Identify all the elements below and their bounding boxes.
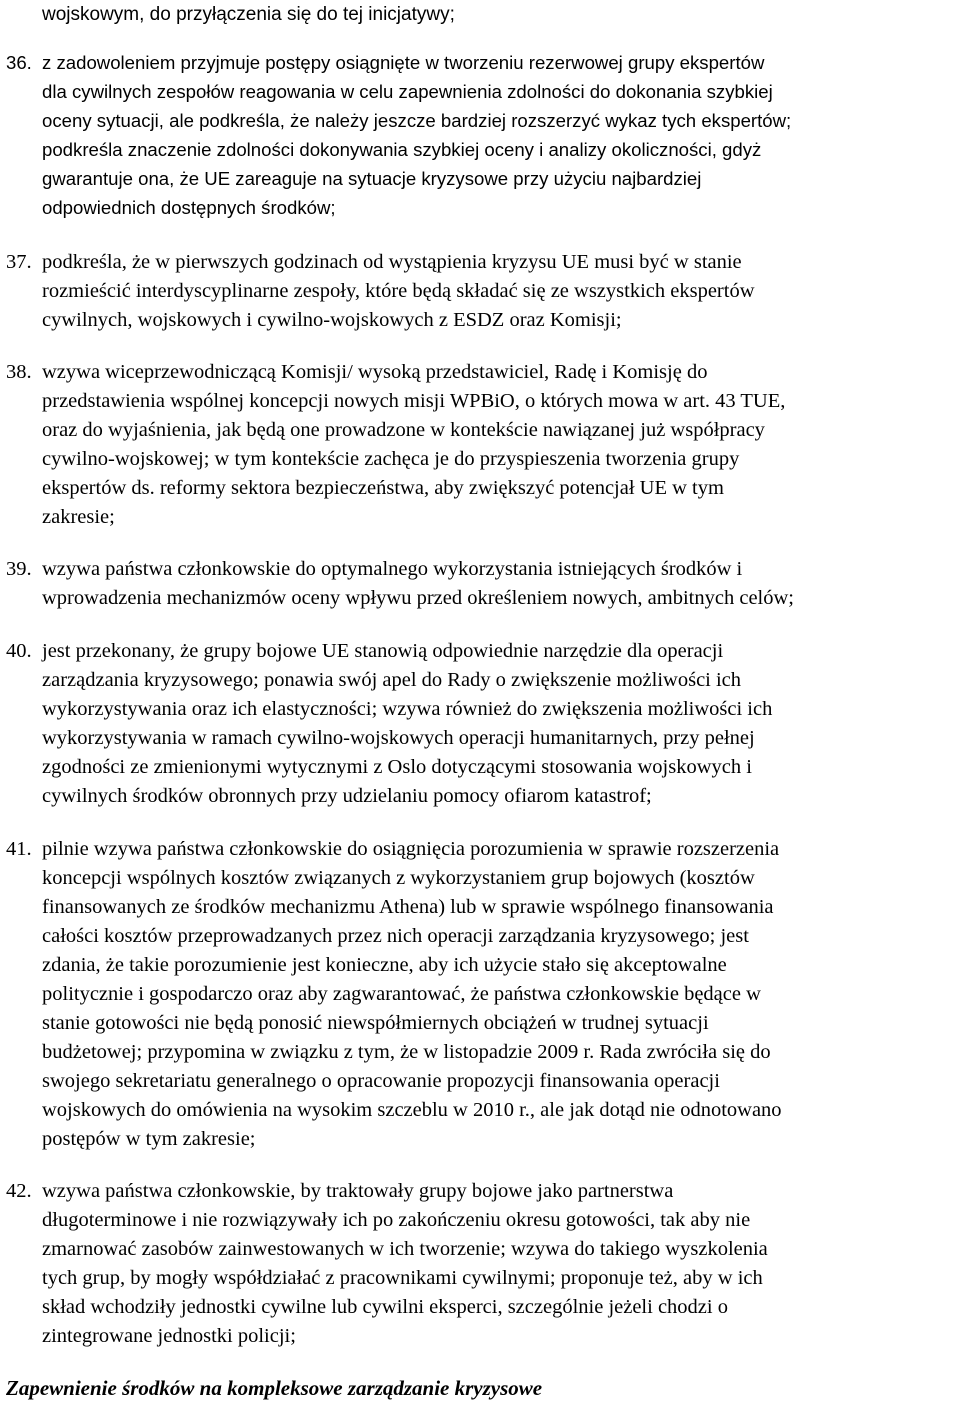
paragraph-line: oceny sytuacji, ale podkreśla, że należy jeszcze bardziej rozszerzyć wykaz tych ekspertów; bbox=[42, 110, 792, 131]
paragraph-line: pilnie wzywa państwa członkowskie do osiągnięcia porozumienia w sprawie rozszerzenia bbox=[42, 838, 780, 860]
paragraph-line: budżetowej; przypomina w związku z tym, że w listopadzie 2009 r. Rada zwróciła się do bbox=[42, 1041, 771, 1063]
paragraph-line: postępów w tym zakresie; bbox=[42, 1128, 256, 1150]
paragraph-line: tych grup, by mogły współdziałać z pracownikami cywilnymi; proponuje też, aby w ich bbox=[42, 1267, 763, 1289]
paragraph-text bbox=[42, 358, 960, 532]
paragraph-line: wykorzystywania oraz ich elastyczności; wzywa również do zwiększenia możliwości ich bbox=[42, 698, 773, 720]
paragraph-line: wzywa wiceprzewodniczącą Komisji/ wysoką przedstawiciel, Radę i Komisję do bbox=[42, 361, 708, 383]
paragraph-line: wprowadzenia mechanizmów oceny wpływu przed określeniem nowych, ambitnych celów; bbox=[42, 587, 794, 609]
paragraph-line: koncepcji wspólnych kosztów związanych z wykorzystaniem grup bojowych (kosztów bbox=[42, 867, 755, 889]
paragraph-line: zintegrowane jednostki policji; bbox=[42, 1325, 296, 1347]
paragraph-line: ekspertów ds. reformy sektora bezpieczeństwa, aby zwiększyć potencjał UE w tym bbox=[42, 477, 724, 499]
paragraph-line: jest przekonany, że grupy bojowe UE stanowią odpowiednie narzędzie dla operacji bbox=[42, 640, 724, 662]
paragraph-line: cywilno-wojskowej; w tym kontekście zachęca je do przyspieszenia tworzenia grupy bbox=[42, 448, 740, 470]
paragraph-line: całości kosztów przeprowadzanych przez nich operacji zarządzania kryzysowego; jest bbox=[42, 925, 749, 947]
paragraph-line: gwarantuje ona, że UE zareaguje na sytuacje kryzysowe przy użyciu najbardziej bbox=[42, 168, 702, 189]
paragraph-line: zarządzania kryzysowego; ponawia swój apel do Rady o zwiększenie możliwości ich bbox=[42, 669, 742, 691]
paragraph-text bbox=[42, 248, 960, 335]
paragraph-line: cywilnych, wojskowych i cywilno-wojskowych z ESDZ oraz Komisji; bbox=[42, 309, 622, 331]
paragraph-line: skład wchodziły jednostki cywilne lub cywilni eksperci, szczególnie jeżeli chodzi o bbox=[42, 1296, 728, 1318]
paragraph-number: 38. bbox=[6, 361, 32, 383]
paragraph-line: zgodności ze zmienionymi wytycznymi z Oslo dotyczącymi stosowania wojskowych i bbox=[42, 756, 752, 778]
paragraph-line: wykorzystywania w ramach cywilno-wojskowych operacji humanitarnych, przy pełnej bbox=[42, 727, 755, 749]
paragraph-line: zmarnować zasobów zainwestowanych w ich tworzenie; wzywa do takiego wyszkolenia bbox=[42, 1238, 768, 1260]
paragraph-number: 42. bbox=[6, 1180, 32, 1202]
paragraph-line: podkreśla znaczenie zdolności dokonywania szybkiej oceny i analizy okoliczności, gdyż bbox=[42, 139, 762, 160]
paragraph-line: finansowanych ze środków mechanizmu Athena) lub w sprawie wspólnego finansowania bbox=[42, 896, 774, 918]
paragraph-line: stanie gotowości nie będą ponosić niewspółmiernych obciążeń w trudnej sytuacji bbox=[42, 1012, 709, 1034]
paragraph-line: swojego sekretariatu generalnego o opracowanie propozycji finansowania operacji bbox=[42, 1070, 720, 1092]
paragraph-number: 41. bbox=[6, 838, 32, 860]
paragraph-line: wojskowych do omówienia na wysokim szczeblu w 2010 r., ale jak dotąd nie odnotowano bbox=[42, 1099, 782, 1121]
paragraph-text bbox=[42, 1177, 960, 1351]
paragraph-line: zakresie; bbox=[42, 506, 115, 528]
paragraph-text bbox=[42, 835, 960, 1154]
section-heading: Zapewnienie środków na kompleksowe zarządzanie kryzysowe bbox=[6, 1376, 543, 1400]
paragraph-line: podkreśla, że w pierwszych godzinach od wystąpienia kryzysu UE musi być w stanie bbox=[42, 251, 742, 273]
paragraph-line: długoterminowe i nie rozwiązywały ich po zakończeniu okresu gotowości, tak aby nie bbox=[42, 1209, 751, 1231]
paragraph-line: odpowiednich dostępnych środków; bbox=[42, 197, 336, 218]
paragraph-line: z zadowoleniem przyjmuje postępy osiągnięte w tworzeniu rezerwowej grupy ekspertów bbox=[42, 52, 765, 73]
paragraph-number: 37. bbox=[6, 251, 32, 273]
paragraph-line: wzywa państwa członkowskie do optymalnego wykorzystania istniejących środków i bbox=[42, 558, 743, 580]
paragraph-line: rozmieścić interdyscyplinarne zespoły, które będą składać się ze wszystkich ekspertów bbox=[42, 280, 755, 302]
paragraph-number: 36. bbox=[6, 52, 32, 73]
paragraph-line: politycznie i gospodarczo oraz aby zagwarantować, że państwa członkowskie będące w bbox=[42, 983, 761, 1005]
paragraph-line: cywilnych środków obronnych przy udzielaniu pomocy ofiarom katastrof; bbox=[42, 785, 652, 807]
paragraph-text bbox=[42, 637, 960, 811]
paragraph-line: wzywa państwa członkowskie, by traktowały grupy bojowe jako partnerstwa bbox=[42, 1180, 674, 1202]
paragraph-number: 40. bbox=[6, 640, 32, 662]
paragraph-text bbox=[42, 48, 960, 222]
continuation-text: wojskowym, do przyłączenia się do tej inicjatywy; bbox=[42, 4, 455, 25]
paragraph-number: 39. bbox=[6, 558, 32, 580]
paragraph-line: przedstawienia wspólnej koncepcji nowych misji WPBiO, o których mowa w art. 43 TUE, bbox=[42, 390, 786, 412]
paragraph-line: zdania, że takie porozumienie jest konieczne, aby ich użycie stało się akceptowalne bbox=[42, 954, 727, 976]
paragraph-line: dla cywilnych zespołów reagowania w celu zapewnienia zdolności do dokonania szybkiej bbox=[42, 81, 773, 102]
paragraph-text bbox=[42, 555, 960, 613]
paragraph-line: oraz do wyjaśnienia, jak będą one prowadzone w kontekście nawiązanej już współpracy bbox=[42, 419, 765, 441]
